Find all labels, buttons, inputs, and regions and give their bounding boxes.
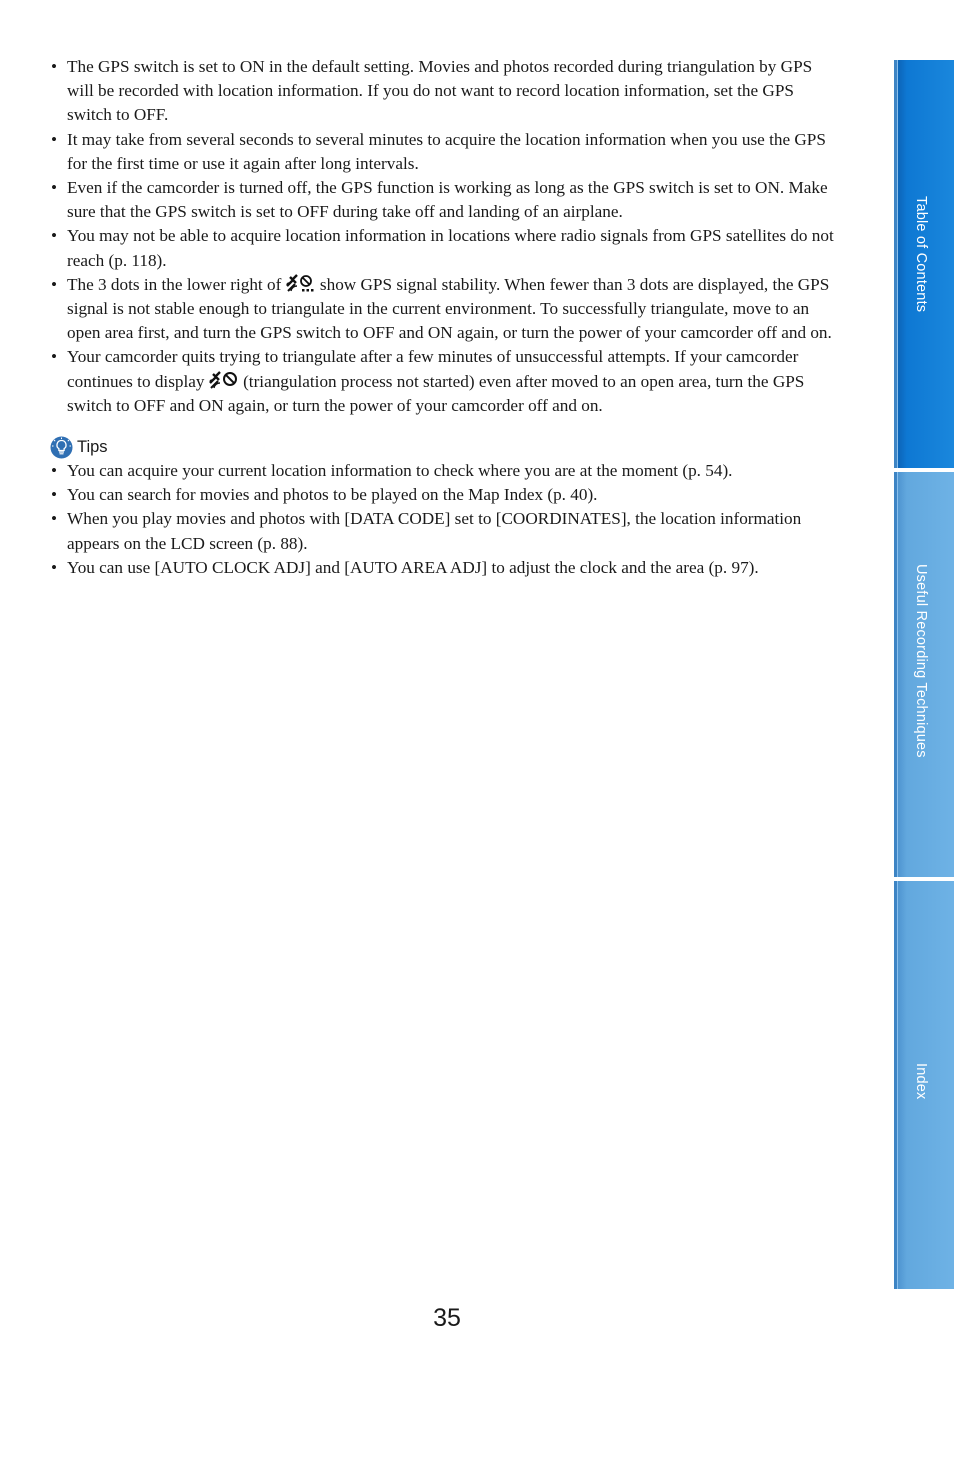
- tab-label: Table of Contents: [913, 196, 929, 313]
- list-item: • Even if the camcorder is turned off, the GPS function is working as long as the GPS switch is set to ON. Make sure that the GPS switch is set to OFF during take off and landing of an airplane.: [50, 176, 842, 224]
- page-number: 35: [433, 1304, 461, 1332]
- list-item: • You may not be able to acquire location information in locations where radio signals from GPS satellites do not reach (p. 118).: [50, 224, 842, 272]
- tips-heading: [50, 435, 842, 459]
- tab-label: Index: [913, 1063, 929, 1100]
- gps-signal-dots-icon: [286, 274, 316, 293]
- list-item: • The 3 dots in the lower right of show GPS signal stability. When fewer than 3 dots are displayed, the GPS signal is not stable enough to triangulate in the current environment. To successfully triangulate, move to an open area first, and turn the GPS switch to OFF and ON again, or turn the power of your camcorder off and on.: [50, 273, 842, 346]
- list-item: • Your camcorder quits trying to triangulate after a few minutes of unsuccessful attempts. If your camcorder continues to display (triangulation process not started) even after moved to an open area, turn the GPS switch to OFF and ON again, or turn the power of your camcorder off and on.: [50, 345, 842, 418]
- tips-title: Tips: [77, 437, 108, 456]
- tab-useful-recording-techniques[interactable]: [894, 472, 954, 877]
- lightbulb-icon: [50, 436, 73, 459]
- notes-list: [50, 55, 842, 418]
- list-item: • You can acquire your current location information to check where you are at the moment (p. 54).: [50, 459, 842, 483]
- tab-index[interactable]: [894, 881, 954, 1289]
- tips-list: [50, 459, 842, 580]
- tab-label: Useful Recording Techniques: [913, 564, 929, 758]
- page-content: [50, 55, 842, 580]
- list-item: • You can search for movies and photos to be played on the Map Index (p. 40).: [50, 483, 842, 507]
- list-item: • You can use [AUTO CLOCK ADJ] and [AUTO AREA ADJ] to adjust the clock and the area (p. 97).: [50, 556, 842, 580]
- list-item: • The GPS switch is set to ON in the default setting. Movies and photos recorded during triangulation by GPS will be recorded with location information. If you do not want to record location information, set the GPS switch to OFF.: [50, 55, 842, 128]
- list-item: • It may take from several seconds to several minutes to acquire the location information when you use the GPS for the first time or use it again after long intervals.: [50, 128, 842, 176]
- gps-not-started-icon: [209, 371, 239, 390]
- list-item: • When you play movies and photos with [DATA CODE] set to [COORDINATES], the location information appears on the LCD screen (p. 88).: [50, 507, 842, 555]
- tab-table-of-contents[interactable]: [894, 60, 954, 468]
